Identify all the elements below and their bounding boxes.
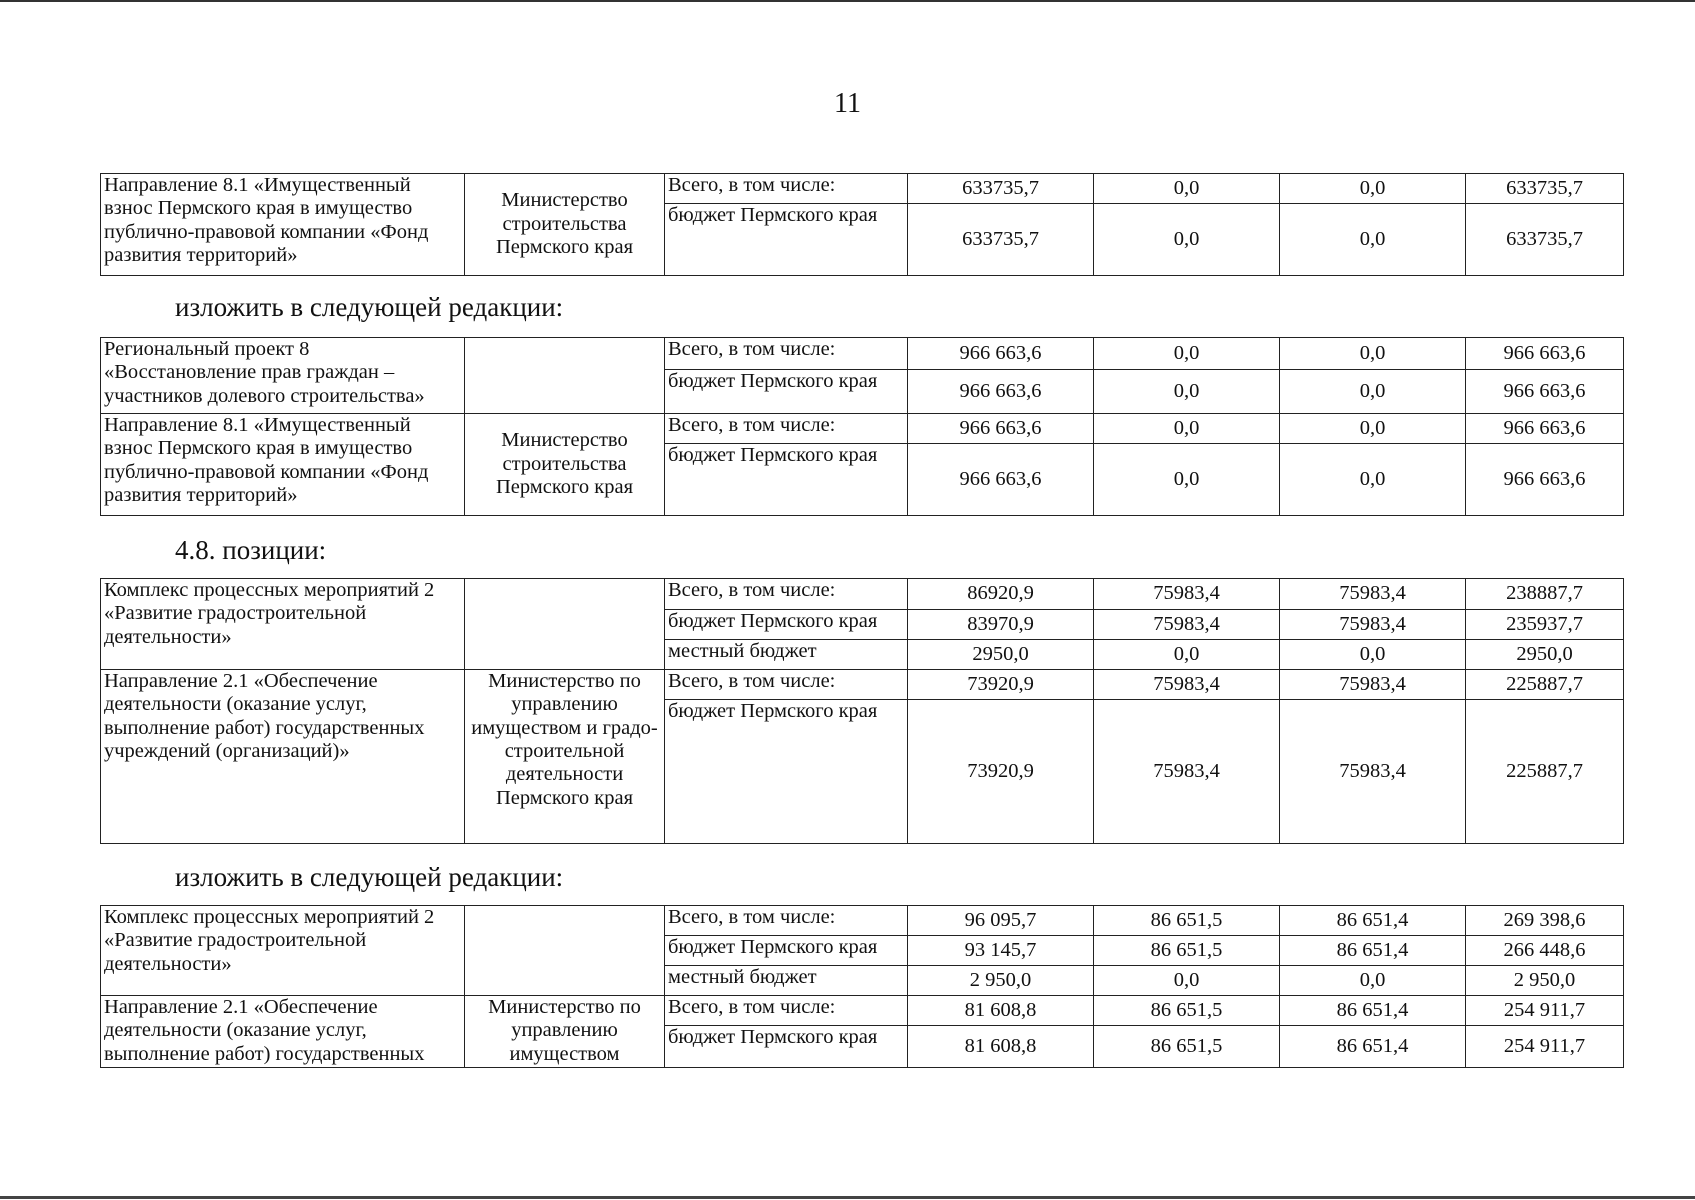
value-cell: 235937,7 — [1466, 610, 1624, 640]
value-cell: 0,0 — [1280, 204, 1466, 276]
value-cell: 0,0 — [1280, 370, 1466, 414]
row-name: Комплекс процессных мероприятий 2 «Развитие градостроительной деятельности» — [101, 579, 465, 670]
value-cell: 0,0 — [1094, 640, 1280, 670]
value-cell: 966 663,6 — [1466, 338, 1624, 370]
table-row — [101, 414, 1624, 444]
source-label: местный бюджет — [665, 640, 908, 670]
row-responsible — [465, 579, 665, 670]
value-cell: 0,0 — [1280, 640, 1466, 670]
value-cell: 75983,4 — [1094, 700, 1280, 844]
source-label: бюджет Пермского края — [665, 444, 908, 516]
row-responsible: Министерство по управлению имуществом — [465, 996, 665, 1068]
value-cell: 633735,7 — [908, 174, 1094, 204]
row-name: Направление 2.1 «Обеспечение деятельности (оказание услуг, выполнение работ) государственных учреждений (организаций)» — [101, 670, 465, 844]
row-name: Направление 8.1 «Имущественный взнос Пермского края в имущество публично-правовой компании «Фонд развития территорий» — [101, 414, 465, 516]
value-cell: 86 651,5 — [1094, 1026, 1280, 1068]
value-cell: 75983,4 — [1094, 579, 1280, 610]
page-number: 11 — [834, 88, 861, 119]
value-cell: 0,0 — [1094, 414, 1280, 444]
value-cell: 0,0 — [1094, 966, 1280, 996]
source-label: Всего, в том числе: — [665, 174, 908, 204]
value-cell: 0,0 — [1280, 444, 1466, 516]
source-label: Всего, в том числе: — [665, 996, 908, 1026]
value-cell: 225887,7 — [1466, 670, 1624, 700]
table-row — [101, 906, 1624, 936]
scan-bottom-edge — [0, 1196, 1695, 1199]
table-row — [101, 338, 1624, 370]
source-label: бюджет Пермского края — [665, 370, 908, 414]
source-label: Всего, в том числе: — [665, 906, 908, 936]
table-row — [101, 670, 1624, 700]
table-row — [101, 174, 1624, 204]
value-cell: 75983,4 — [1094, 610, 1280, 640]
value-cell: 73920,9 — [908, 700, 1094, 844]
value-cell: 86 651,4 — [1280, 1026, 1466, 1068]
value-cell: 0,0 — [1280, 174, 1466, 204]
value-cell: 86 651,5 — [1094, 996, 1280, 1026]
value-cell: 0,0 — [1094, 338, 1280, 370]
source-label: Всего, в том числе: — [665, 338, 908, 370]
value-cell: 75983,4 — [1280, 579, 1466, 610]
value-cell: 238887,7 — [1466, 579, 1624, 610]
value-cell: 86 651,4 — [1280, 936, 1466, 966]
value-cell: 75983,4 — [1280, 670, 1466, 700]
row-responsible: Министерство строительства Пермского края — [465, 414, 665, 516]
value-cell: 966 663,6 — [908, 370, 1094, 414]
value-cell: 0,0 — [1280, 414, 1466, 444]
value-cell: 86 651,4 — [1280, 906, 1466, 936]
value-cell: 73920,9 — [908, 670, 1094, 700]
source-label: местный бюджет — [665, 966, 908, 996]
value-cell: 966 663,6 — [908, 444, 1094, 516]
value-cell: 2950,0 — [908, 640, 1094, 670]
source-label: бюджет Пермского края — [665, 610, 908, 640]
row-name: Направление 2.1 «Обеспечение деятельности (оказание услуг, выполнение работ) государственных — [101, 996, 465, 1068]
value-cell: 966 663,6 — [908, 338, 1094, 370]
value-cell: 225887,7 — [1466, 700, 1624, 844]
scan-top-edge — [0, 0, 1695, 2]
value-cell: 254 911,7 — [1466, 996, 1624, 1026]
heading-new-edition-2: изложить в следующей редакции: — [175, 862, 564, 892]
value-cell: 0,0 — [1094, 444, 1280, 516]
source-label: бюджет Пермского края — [665, 700, 908, 844]
value-cell: 86 651,5 — [1094, 906, 1280, 936]
value-cell: 2 950,0 — [908, 966, 1094, 996]
table-row — [101, 579, 1624, 610]
source-label: бюджет Пермского края — [665, 204, 908, 276]
table-2 — [100, 337, 1624, 516]
value-cell: 0,0 — [1094, 204, 1280, 276]
source-label: бюджет Пермского края — [665, 936, 908, 966]
value-cell: 0,0 — [1094, 174, 1280, 204]
table-4 — [100, 905, 1624, 1068]
row-name: Направление 8.1 «Имущественный взнос Пермского края в имущество публично-правовой компании «Фонд развития территорий» — [101, 174, 465, 276]
value-cell: 966 663,6 — [1466, 414, 1624, 444]
value-cell: 633735,7 — [908, 204, 1094, 276]
source-label: Всего, в том числе: — [665, 670, 908, 700]
value-cell: 75983,4 — [1280, 700, 1466, 844]
source-label: бюджет Пермского края — [665, 1026, 908, 1068]
heading-new-edition-1: изложить в следующей редакции: — [175, 292, 564, 322]
table-row — [101, 996, 1624, 1026]
value-cell: 81 608,8 — [908, 996, 1094, 1026]
value-cell: 96 095,7 — [908, 906, 1094, 936]
row-responsible: Министерство строительства Пермского края — [465, 174, 665, 276]
value-cell: 0,0 — [1280, 338, 1466, 370]
row-name: Региональный проект 8 «Восстановление прав граждан – участников долевого строительства» — [101, 338, 465, 414]
value-cell: 83970,9 — [908, 610, 1094, 640]
heading-positions: 4.8. позиции: — [175, 535, 327, 565]
table-1 — [100, 173, 1624, 276]
value-cell: 254 911,7 — [1466, 1026, 1624, 1068]
row-responsible — [465, 338, 665, 414]
value-cell: 0,0 — [1280, 966, 1466, 996]
value-cell: 93 145,7 — [908, 936, 1094, 966]
value-cell: 75983,4 — [1094, 670, 1280, 700]
value-cell: 86 651,4 — [1280, 996, 1466, 1026]
source-label: Всего, в том числе: — [665, 414, 908, 444]
value-cell: 966 663,6 — [908, 414, 1094, 444]
value-cell: 633735,7 — [1466, 204, 1624, 276]
row-responsible: Министерство по управлению имуществом и градо-строительной деятельности Пермского края — [465, 670, 665, 844]
value-cell: 966 663,6 — [1466, 370, 1624, 414]
value-cell: 75983,4 — [1280, 610, 1466, 640]
row-name: Комплекс процессных мероприятий 2 «Развитие градостроительной деятельности» — [101, 906, 465, 996]
value-cell: 269 398,6 — [1466, 906, 1624, 936]
value-cell: 2950,0 — [1466, 640, 1624, 670]
value-cell: 0,0 — [1094, 370, 1280, 414]
value-cell: 81 608,8 — [908, 1026, 1094, 1068]
value-cell: 266 448,6 — [1466, 936, 1624, 966]
value-cell: 966 663,6 — [1466, 444, 1624, 516]
value-cell: 2 950,0 — [1466, 966, 1624, 996]
value-cell: 633735,7 — [1466, 174, 1624, 204]
table-3 — [100, 578, 1624, 844]
row-responsible — [465, 906, 665, 996]
value-cell: 86920,9 — [908, 579, 1094, 610]
source-label: Всего, в том числе: — [665, 579, 908, 610]
value-cell: 86 651,5 — [1094, 936, 1280, 966]
